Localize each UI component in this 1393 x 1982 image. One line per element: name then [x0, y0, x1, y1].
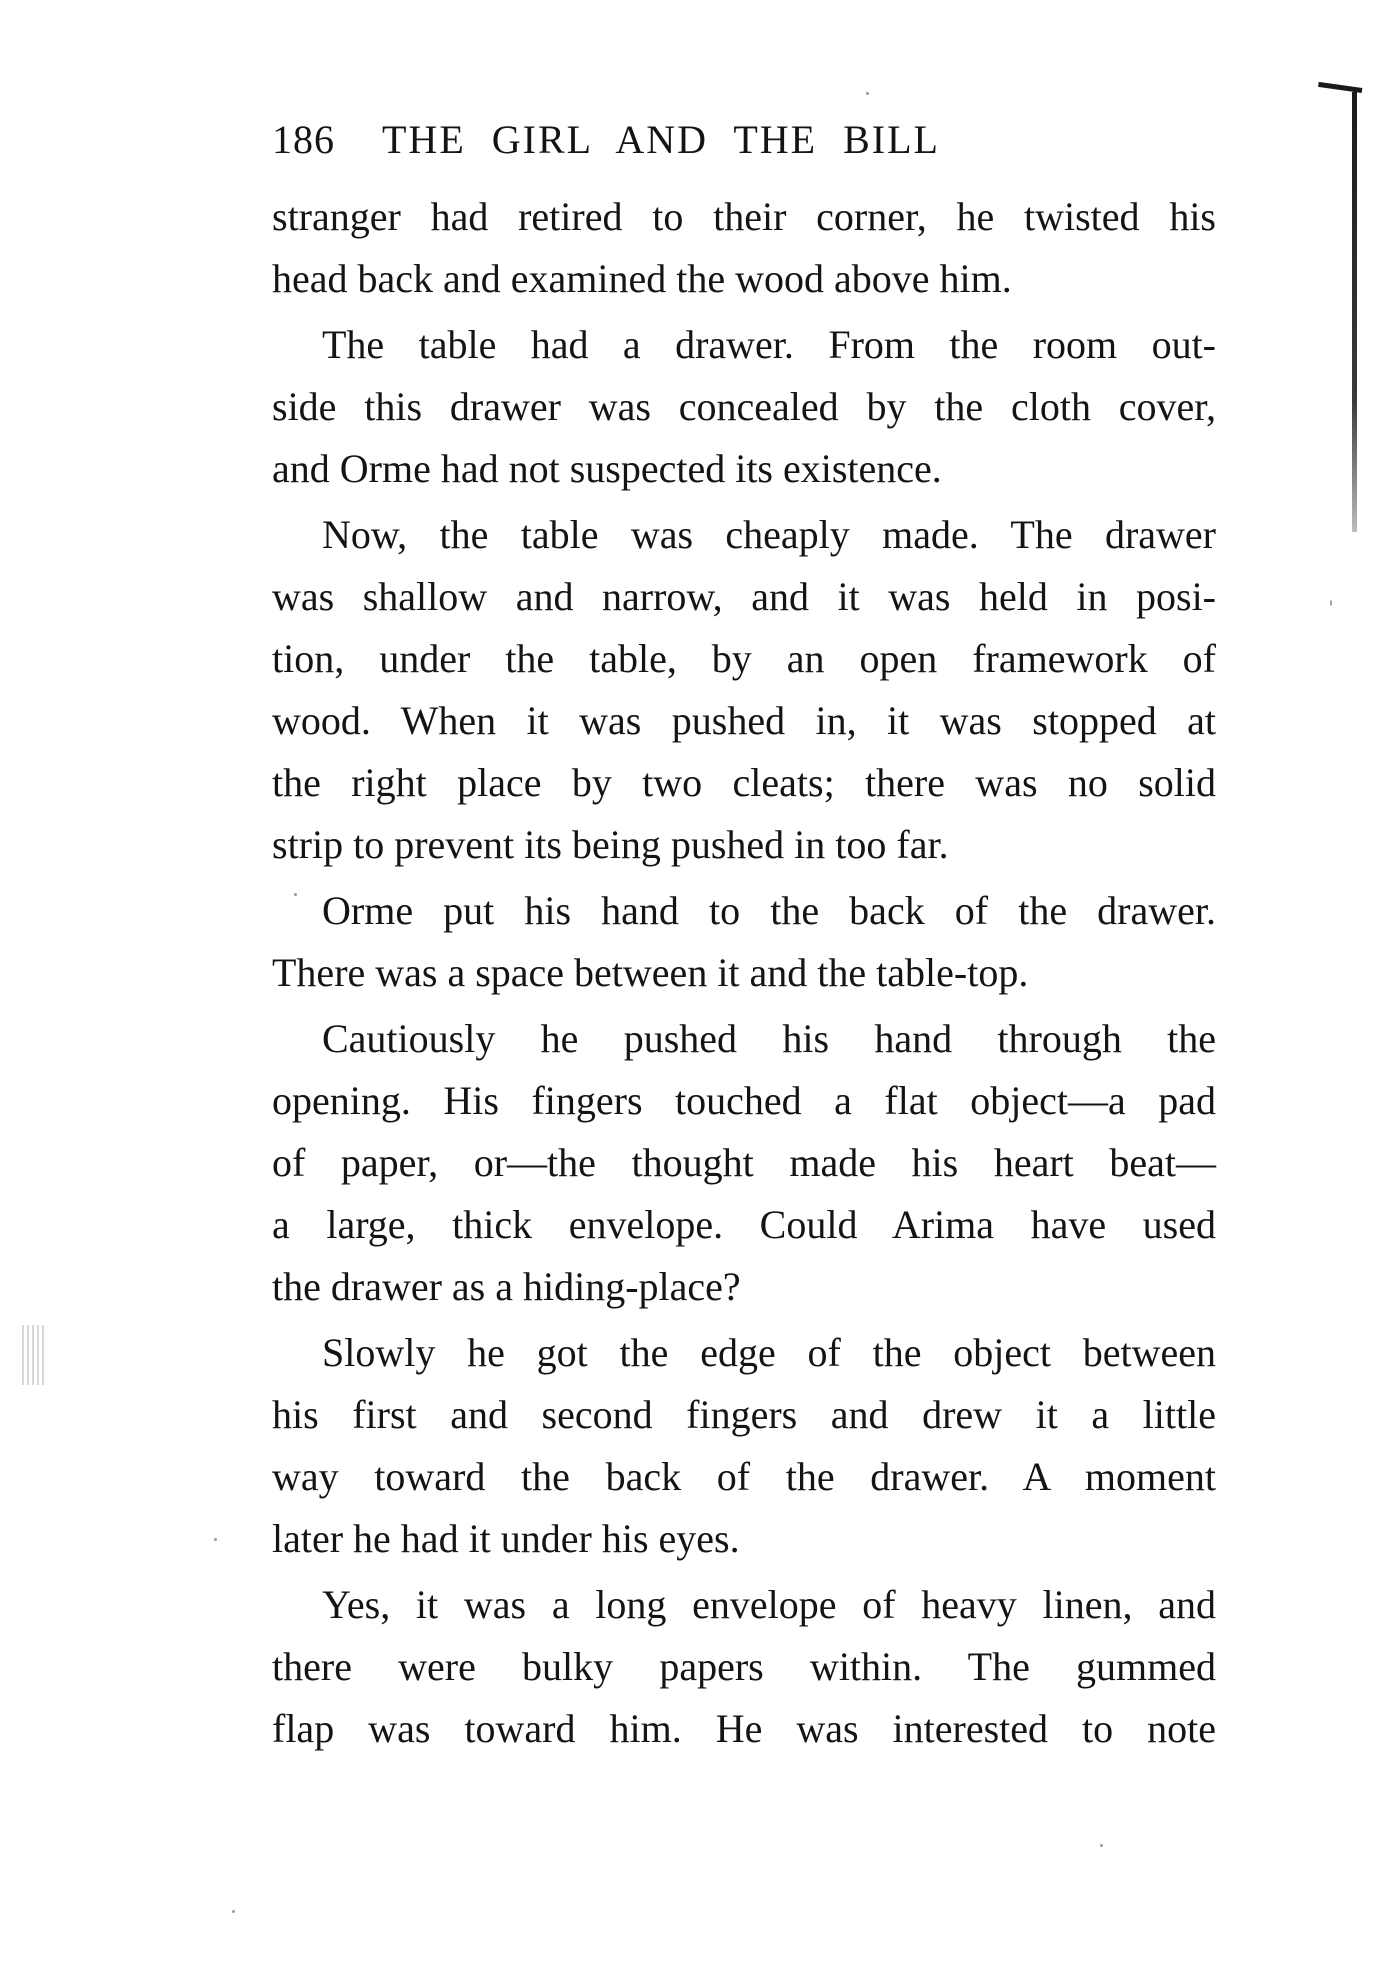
page-number: 186 [272, 117, 335, 162]
text-line: the drawer as a hiding-place? [272, 1264, 741, 1309]
text-line: of paper, or—the thought made his heart beat— [272, 1140, 1216, 1185]
scan-speck [232, 1910, 235, 1913]
text-line: flap was toward him. He was interested to note [272, 1706, 1216, 1751]
text-line: his first and second fingers and drew it a little [272, 1392, 1216, 1437]
text-line: There was a space between it and the table-top. [272, 950, 1029, 995]
text-line: The table had a drawer. From the room out- [322, 322, 1216, 367]
text-line: Cautiously he pushed his hand through the [322, 1016, 1216, 1061]
scan-smudge [22, 1325, 46, 1385]
binding-edge-line [1352, 92, 1357, 532]
text-line: head back and examined the wood above him. [272, 256, 1012, 301]
text-line: Yes, it was a long envelope of heavy linen, and [322, 1582, 1216, 1627]
scan-speck [866, 92, 869, 95]
text-line: opening. His fingers touched a flat object—a pad [272, 1078, 1216, 1123]
text-line: was shallow and narrow, and it was held in posi- [272, 574, 1216, 619]
text-line: way toward the back of the drawer. A moment [272, 1454, 1216, 1499]
running-title: THE GIRL AND THE BILL [382, 117, 940, 162]
text-line: the right place by two cleats; there was no solid [272, 760, 1216, 805]
running-header [272, 110, 1072, 170]
text-line: there were bulky papers within. The gummed [272, 1644, 1216, 1689]
text-line: side this drawer was concealed by the cloth cover, [272, 384, 1216, 429]
scan-speck [1100, 1844, 1103, 1847]
text-line: a large, thick envelope. Could Arima have used [272, 1202, 1216, 1247]
text-line: Slowly he got the edge of the object between [322, 1330, 1216, 1375]
scan-speck [1330, 600, 1332, 606]
text-line: tion, under the table, by an open framework of [272, 636, 1216, 681]
text-line: Now, the table was cheaply made. The drawer [322, 512, 1216, 557]
text-line: stranger had retired to their corner, he twisted his [272, 194, 1216, 239]
text-line: Orme put his hand to the back of the drawer. [322, 888, 1216, 933]
body-text [272, 186, 1216, 1760]
text-line: strip to prevent its being pushed in too far. [272, 822, 949, 867]
scan-speck [214, 1538, 217, 1541]
text-line: later he had it under his eyes. [272, 1516, 740, 1561]
text-line: wood. When it was pushed in, it was stopped at [272, 698, 1216, 743]
text-line: and Orme had not suspected its existence. [272, 446, 942, 491]
